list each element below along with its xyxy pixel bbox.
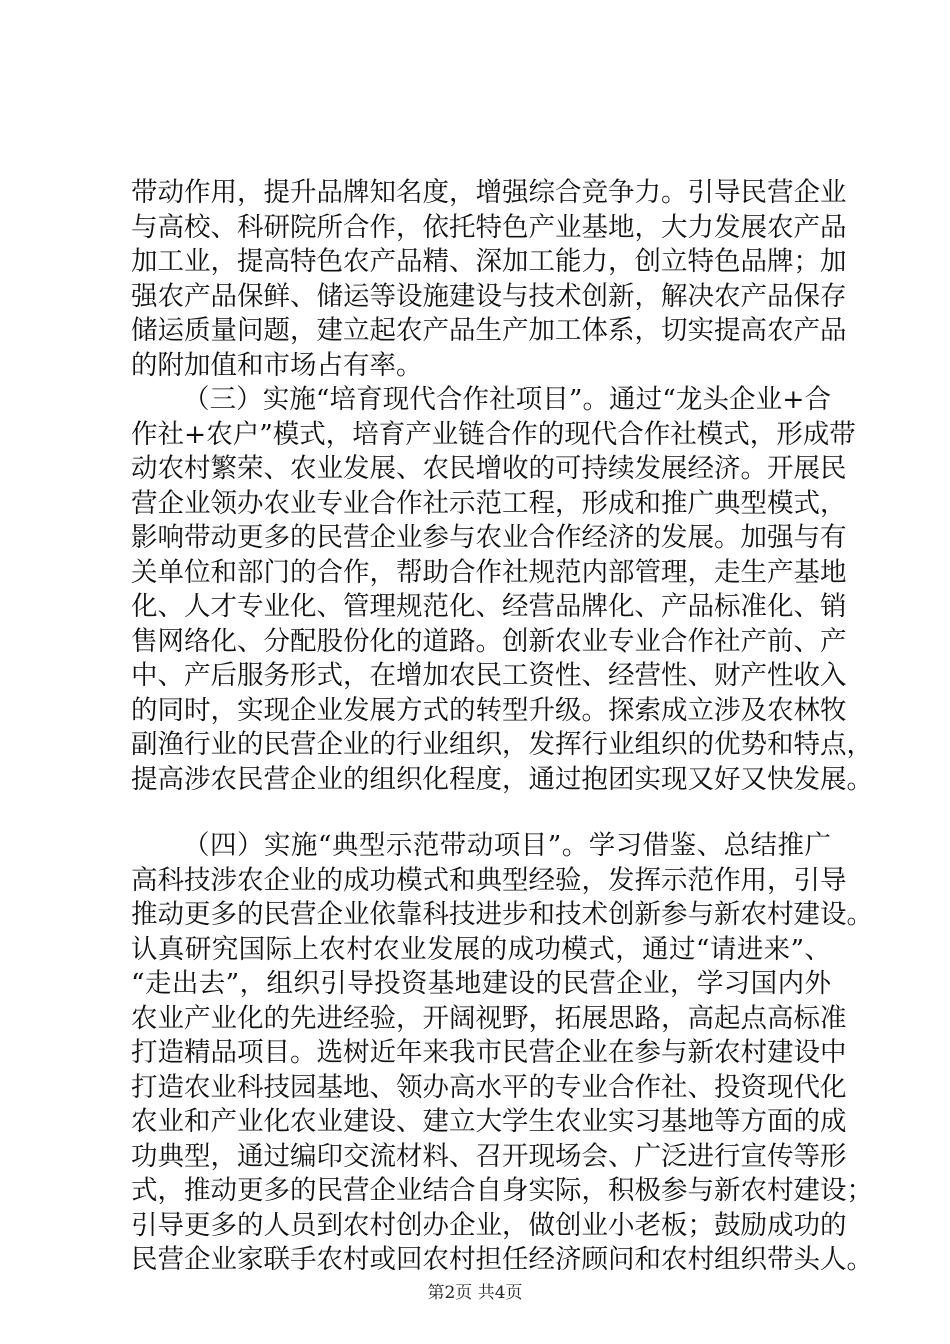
text-line: 认真研究国际上农村农业发展的成功模式，通过“请进来”、: [131, 934, 831, 965]
text-line: （三）实施“培育现代合作社项目”。通过“龙头企业+合: [183, 384, 831, 415]
text-line: 影响带动更多的民营企业参与农业合作经济的发展。加强与有: [131, 522, 847, 553]
text-line: 作社+农户”模式，培育产业链合作的现代合作社模式，形成带: [131, 419, 856, 450]
text-line: 化、人才专业化、管理规范化、经营品牌化、产品标准化、销: [131, 591, 847, 622]
text-line: 营企业领办农业专业合作社示范工程，形成和推广典型模式，: [131, 488, 847, 519]
text-line: 的附加值和市场占有率。: [131, 350, 423, 381]
text-line: 打造农业科技园基地、领办高水平的专业合作社、投资现代化: [131, 1072, 847, 1103]
text-line: 的同时，实现企业发展方式的转型升级。探索成立涉及农林牧: [131, 695, 847, 726]
text-line: 农业产业化的先进经验，开阔视野，拓展思路，高起点高标准: [131, 1003, 847, 1034]
text-line: 动农村繁荣、农业发展、农民增收的可持续发展经济。开展民: [131, 453, 847, 484]
text-line: 关单位和部门的合作，帮助合作社规范内部管理，走生产基地: [131, 557, 847, 588]
text-line: 强农产品保鲜、储运等设施建设与技术创新，解决农产品保存: [131, 281, 847, 312]
text-line: 式，推动更多的民营企业结合自身实际，积极参与新农村建设；: [131, 1175, 873, 1206]
text-line: 引导更多的人员到农村创办企业，做创业小老板；鼓励成功的: [131, 1210, 847, 1241]
text-line: 与高校、科研院所合作，依托特色产业基地，大力发展农产品: [131, 212, 847, 243]
text-line: 推动更多的民营企业依靠科技进步和技术创新参与新农村建设。: [131, 899, 873, 930]
text-line: “走出去”，组织引导投资基地建设的民营企业，学习国内外: [131, 968, 831, 999]
text-line: 高科技涉农企业的成功模式和典型经验，发挥示范作用，引导: [131, 865, 847, 896]
text-line: 民营企业家联手农村或回农村担任经济顾问和农村组织带头人。: [131, 1244, 873, 1275]
text-line: 储运质量问题，建立起农产品生产加工体系，切实提高农产品: [131, 315, 847, 346]
page-number: 第2页 共4页: [427, 1283, 523, 1303]
text-line: 打造精品项目。选树近年来我市民营企业在参与新农村建设中: [131, 1037, 847, 1068]
text-line: 提高涉农民营企业的组织化程度，通过抱团实现又好又快发展。: [131, 764, 873, 795]
text-line: 售网络化、分配股份化的道路。创新农业专业合作社产前、产: [131, 626, 847, 657]
text-line: 加工业，提高特色农产品精、深加工能力，创立特色品牌；加: [131, 246, 847, 277]
text-line: 副渔行业的民营企业的行业组织，发挥行业组织的优势和特点，: [131, 729, 873, 760]
text-line: 功典型，通过编印交流材料、召开现场会、广泛进行宣传等形: [131, 1141, 847, 1172]
text-line: （四）实施“典型示范带动项目”。学习借鉴、总结推广: [183, 830, 831, 861]
text-line: 农业和产业化农业建设、建立大学生农业实习基地等方面的成: [131, 1106, 847, 1137]
text-line: 带动作用，提升品牌知名度，增强综合竞争力。引导民营企业: [131, 177, 847, 208]
text-line: 中、产后服务形式，在增加农民工资性、经营性、财产性收入: [131, 660, 847, 691]
